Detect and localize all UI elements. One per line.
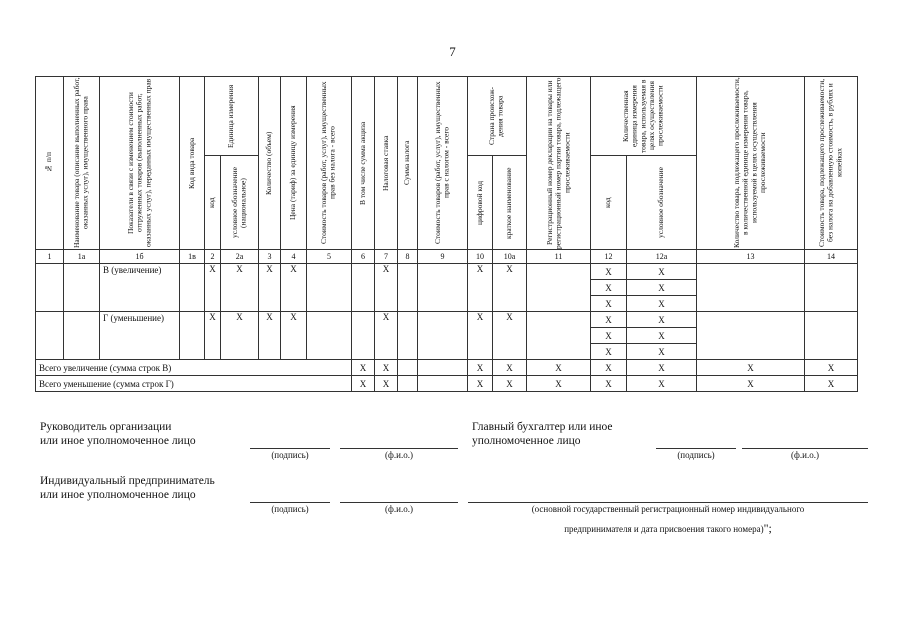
header-c3: Количество (объем)	[259, 77, 281, 250]
mark: X	[591, 312, 627, 328]
mark: X	[259, 312, 281, 360]
header-c9: Стоимость товаров (работ, услуг), имущественных прав с налогом - всего	[418, 77, 468, 250]
mark: X	[375, 264, 398, 312]
mark: X	[627, 264, 697, 280]
entrepreneur-name-line	[340, 502, 458, 503]
closing-quote: ";	[763, 521, 772, 535]
header-c2a: условное обозначение (национальное)	[221, 156, 259, 250]
mark: X	[627, 296, 697, 312]
header-c10a: краткое наименование	[493, 156, 527, 250]
mark: X	[375, 312, 398, 360]
header-c12a: условное обозначение	[627, 156, 697, 250]
invoice-table	[35, 76, 858, 392]
mark: X	[352, 360, 375, 376]
total-increase-row	[36, 360, 858, 376]
head-name-line	[340, 448, 458, 449]
header-c1b: Показатели в связи с изменением стоимости отгруженных товаров (выполненных работ, оказанных услуг), переданных имущественных прав	[100, 77, 180, 250]
mark: X	[591, 280, 627, 296]
decrease-label: Г (уменьшение)	[100, 312, 180, 360]
mark: X	[697, 376, 805, 392]
mark: X	[591, 344, 627, 360]
mark: X	[468, 376, 493, 392]
mark: X	[591, 376, 627, 392]
header-c1: № п/п	[36, 77, 64, 250]
accountant-signature-line	[656, 448, 736, 449]
mark: X	[627, 328, 697, 344]
mark: X	[591, 328, 627, 344]
head-signatory-label: Руководитель организации или иное уполномоченное лицо	[40, 421, 196, 447]
header-c1a: Наименование товара (описание выполненных работ, оказанных услуг), имущественного права	[64, 77, 100, 250]
column-number-row: 1 1а 1б 1в 2 2а 3 4 5 6 7 8 9 10 10а 11 12 12а 13 14	[36, 250, 858, 264]
increase-label: В (увеличение)	[100, 264, 180, 312]
mark: X	[221, 312, 259, 360]
ogrn-caption-line2: предпринимателя и дата присвоения такого номера)";	[564, 521, 772, 535]
mark: X	[281, 264, 307, 312]
header-c7: Налоговая ставка	[375, 77, 398, 250]
decrease-row-1	[36, 312, 858, 328]
header-c2: код	[205, 156, 221, 250]
head-signature-line	[250, 448, 330, 449]
mark: X	[205, 264, 221, 312]
header-row-top	[36, 77, 858, 156]
entrepreneur-signatory-label: Индивидуальный предприниматель или иное уполномоченное лицо	[40, 475, 215, 501]
header-c6: В том числе сумма акциза	[352, 77, 375, 250]
mark: X	[591, 296, 627, 312]
header-trace-group: Количественная единица измерения товара, используемая в целях осуществления прослеживаемости	[591, 77, 697, 156]
mark: X	[221, 264, 259, 312]
mark: X	[352, 376, 375, 392]
mark: X	[697, 360, 805, 376]
header-c5: Стоимость товаров (работ, услуг), имущественных прав без налога - всего	[307, 77, 352, 250]
mark: X	[468, 264, 493, 312]
page-number: 7	[449, 44, 456, 59]
accountant-name-line	[742, 448, 868, 449]
header-c8: Сумма налога	[398, 77, 418, 250]
header-unit-group: Единица измерения	[205, 77, 259, 156]
name-caption: (ф.и.о.)	[385, 450, 413, 460]
header-c12: код	[591, 156, 627, 250]
mark: X	[527, 360, 591, 376]
total-decrease-row	[36, 376, 858, 392]
header-country-group: Страна происхож-дения товара	[468, 77, 527, 156]
mark: X	[627, 280, 697, 296]
mark: X	[591, 264, 627, 280]
mark: X	[627, 376, 697, 392]
name-caption: (ф.и.о.)	[791, 450, 819, 460]
entrepreneur-signature-line	[250, 502, 330, 503]
mark: X	[627, 312, 697, 328]
mark: X	[493, 264, 527, 312]
ogrn-caption-line1: (основной государственный регистрационный номер индивидуального	[531, 504, 805, 514]
mark: X	[205, 312, 221, 360]
accountant-signatory-label: Главный бухгалтер или иное уполномоченное лицо	[472, 421, 613, 447]
signature-caption: (подпись)	[271, 504, 309, 514]
total-decrease-label: Всего уменьшение (сумма строк Г)	[36, 376, 352, 392]
header-c4: Цена (тариф) за единицу измерения	[281, 77, 307, 250]
mark: X	[281, 312, 307, 360]
mark: X	[527, 376, 591, 392]
signature-caption: (подпись)	[271, 450, 309, 460]
name-caption: (ф.и.о.)	[385, 504, 413, 514]
signature-caption: (подпись)	[677, 450, 715, 460]
mark: X	[468, 312, 493, 360]
mark: X	[627, 360, 697, 376]
mark: X	[591, 360, 627, 376]
mark: X	[493, 312, 527, 360]
mark: X	[805, 360, 858, 376]
increase-row-1	[36, 264, 858, 280]
header-c13: Количество товара, подлежащего прослеживаемости, в количественной единице измерения товара, используемой в целях осуществления прослеживаемости	[697, 77, 805, 250]
total-increase-label: Всего увеличение (сумма строк В)	[36, 360, 352, 376]
mark: X	[259, 264, 281, 312]
mark: X	[468, 360, 493, 376]
ogrn-line	[468, 502, 868, 503]
header-c1v: Код вида товара	[180, 77, 205, 250]
header-c11: Регистрационный номер декларации на товары или регистрационный номер партии товара, подлежащего прослеживаемости	[527, 77, 591, 250]
mark: X	[375, 360, 398, 376]
mark: X	[375, 376, 398, 392]
mark: X	[493, 376, 527, 392]
header-c10: цифровой код	[468, 156, 493, 250]
mark: X	[805, 376, 858, 392]
mark: X	[493, 360, 527, 376]
header-c14: Стоимость товара, подлежащего прослеживаемости, без налога на добавленную стоимость, в рублях и копейках	[805, 77, 858, 250]
mark: X	[627, 344, 697, 360]
